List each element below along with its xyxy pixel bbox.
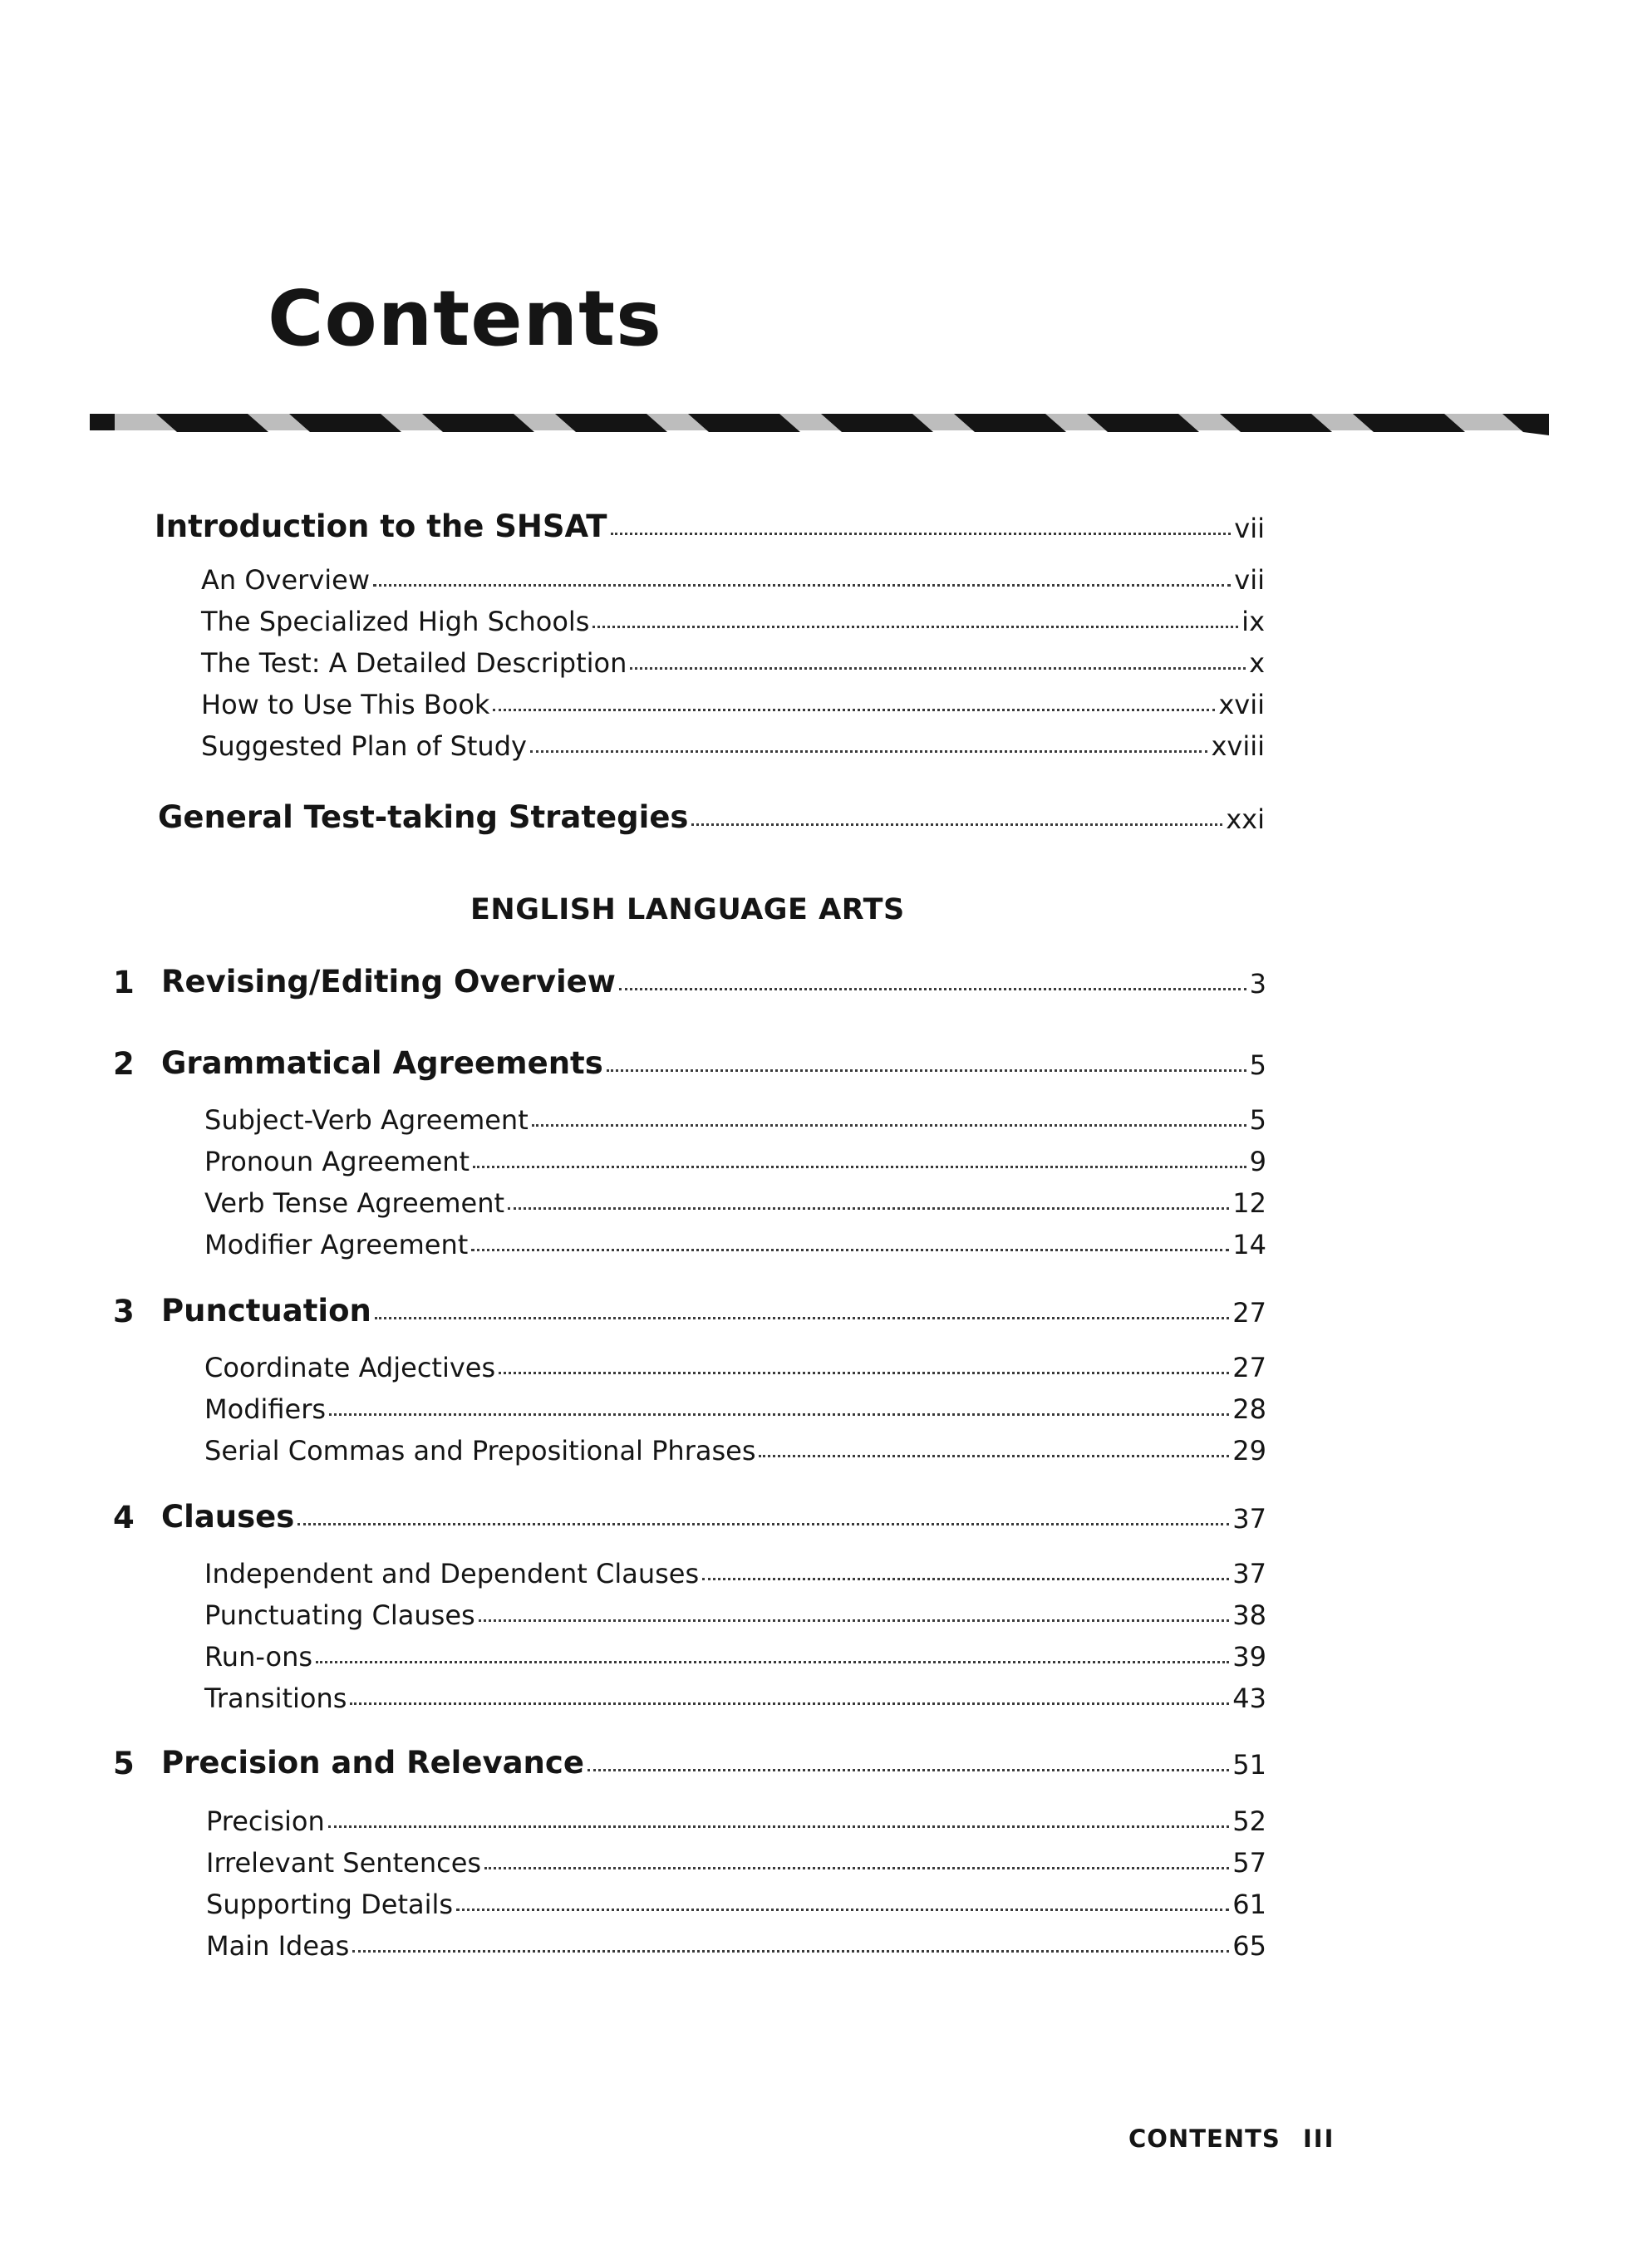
dot-leader (630, 667, 1246, 670)
toc-intro-item[interactable] (201, 681, 1265, 718)
toc-item[interactable] (204, 1344, 1266, 1381)
toc-item[interactable] (204, 1180, 1266, 1219)
toc-page: xxi (1226, 803, 1265, 835)
toc-page: xvii (1218, 689, 1265, 720)
dot-leader (373, 584, 1231, 587)
dot-leader (499, 1372, 1229, 1374)
toc-page: 29 (1232, 1435, 1266, 1466)
toc-chapter[interactable] (161, 960, 1266, 1000)
toc-page: 5 (1249, 1049, 1266, 1081)
toc-label: Clauses (161, 1499, 295, 1535)
toc-page: 51 (1232, 1749, 1266, 1781)
toc-label: Punctuation (161, 1293, 371, 1329)
toc-label: General Test-taking Strategies (158, 799, 689, 835)
toc-item[interactable] (204, 1675, 1266, 1712)
dot-leader (329, 1413, 1229, 1416)
chapter-number: 2 (113, 1046, 135, 1082)
toc-intro-main[interactable] (155, 505, 1265, 542)
toc-chapter[interactable] (161, 1042, 1266, 1081)
footer-page-number: III (1303, 2125, 1335, 2153)
toc-page: 9 (1249, 1146, 1266, 1177)
toc-page: 57 (1232, 1847, 1266, 1879)
toc-label: Verb Tense Agreement (204, 1187, 505, 1219)
toc-intro-item[interactable] (201, 640, 1265, 679)
toc-label: The Specialized High Schools (201, 606, 590, 637)
toc-label: Introduction to the SHSAT (155, 508, 607, 544)
toc-label: Punctuating Clauses (204, 1599, 475, 1631)
toc-item[interactable] (204, 1427, 1266, 1464)
toc-label: Suggested Plan of Study (201, 730, 527, 762)
toc-intro-item[interactable] (201, 598, 1265, 635)
dot-leader (484, 1867, 1229, 1869)
toc-label: Supporting Details (206, 1889, 454, 1920)
toc-item[interactable] (206, 1923, 1266, 1962)
toc-page: 38 (1232, 1599, 1266, 1631)
toc-page: 12 (1232, 1187, 1266, 1219)
toc-intro-item[interactable] (201, 723, 1265, 762)
dot-leader (352, 1950, 1229, 1953)
dot-leader (702, 1578, 1229, 1580)
toc-page: ix (1241, 606, 1265, 637)
toc-chapter[interactable] (161, 1290, 1266, 1329)
chapter-number: 4 (113, 1500, 135, 1535)
toc-label: Subject-Verb Agreement (204, 1104, 529, 1136)
toc-page: 43 (1232, 1683, 1266, 1714)
toc-label: Run-ons (204, 1641, 313, 1673)
toc-chapter[interactable] (161, 1742, 1266, 1781)
toc-label: Precision and Relevance (161, 1745, 584, 1781)
dot-leader (328, 1825, 1230, 1828)
toc-page: 3 (1249, 968, 1266, 1000)
toc-label: Independent and Dependent Clauses (204, 1558, 700, 1589)
toc-item[interactable] (204, 1592, 1266, 1629)
toc-label: Coordinate Adjectives (204, 1352, 496, 1383)
toc-label: Modifier Agreement (204, 1229, 469, 1260)
decorative-rule (90, 409, 1549, 437)
toc-label: Revising/Editing Overview (161, 964, 616, 1000)
chapter-number: 3 (113, 1294, 135, 1329)
toc-page: 14 (1232, 1229, 1266, 1260)
toc-item[interactable] (204, 1138, 1266, 1175)
dot-leader (375, 1317, 1229, 1319)
toc-page: vii (1234, 513, 1265, 544)
dot-leader (530, 750, 1208, 753)
dot-leader (759, 1455, 1229, 1457)
dot-leader (297, 1523, 1229, 1525)
toc-item[interactable] (206, 1798, 1266, 1835)
toc-item[interactable] (204, 1633, 1266, 1673)
toc-label: Modifiers (204, 1393, 327, 1425)
toc-page: vii (1234, 564, 1265, 596)
toc-label: Grammatical Agreements (161, 1045, 603, 1081)
toc-item[interactable] (206, 1881, 1266, 1918)
dot-leader (691, 823, 1222, 826)
toc-label: Transitions (204, 1683, 347, 1714)
dot-leader (350, 1702, 1229, 1705)
toc-label: How to Use This Book (201, 689, 490, 720)
chapter-number: 5 (113, 1746, 135, 1781)
dot-leader (493, 709, 1215, 711)
toc-page: xviii (1211, 730, 1265, 762)
dot-leader (316, 1661, 1229, 1663)
toc-label: Pronoun Agreement (204, 1146, 470, 1177)
dot-leader (611, 533, 1232, 535)
toc-item[interactable] (204, 1386, 1266, 1425)
toc-page: 61 (1232, 1889, 1266, 1920)
toc-page: 5 (1249, 1104, 1266, 1136)
toc-page: 27 (1232, 1352, 1266, 1383)
toc-page: 52 (1232, 1805, 1266, 1837)
toc-intro-item[interactable] (201, 557, 1265, 596)
dot-leader (456, 1909, 1229, 1911)
toc-page: 65 (1232, 1930, 1266, 1962)
toc-item[interactable] (204, 1550, 1266, 1587)
toc-page: 37 (1232, 1503, 1266, 1535)
toc-page: 39 (1232, 1641, 1266, 1673)
toc-page: 28 (1232, 1393, 1266, 1425)
chapter-number: 1 (113, 965, 135, 1000)
toc-label: Irrelevant Sentences (206, 1847, 482, 1879)
toc-label: The Test: A Detailed Description (201, 647, 627, 679)
toc-label: Serial Commas and Prepositional Phrases (204, 1435, 756, 1466)
dot-leader (479, 1619, 1230, 1622)
dot-leader (532, 1124, 1246, 1127)
dot-leader (508, 1207, 1229, 1210)
dot-leader (592, 626, 1238, 628)
dot-leader (619, 988, 1246, 990)
toc-page: 37 (1232, 1558, 1266, 1589)
toc-label: An Overview (201, 564, 370, 596)
dot-leader (607, 1069, 1246, 1072)
dot-leader (471, 1249, 1229, 1251)
toc-item[interactable] (204, 1221, 1266, 1258)
toc-label: Precision (206, 1805, 325, 1837)
toc-item[interactable] (206, 1840, 1266, 1879)
footer-label: CONTENTS (1128, 2125, 1281, 2153)
toc-page: x (1249, 647, 1265, 679)
dot-leader (588, 1769, 1229, 1771)
toc-chapter[interactable] (161, 1496, 1266, 1535)
toc-strategies[interactable] (158, 796, 1265, 833)
toc-page: 27 (1232, 1297, 1266, 1329)
toc-item[interactable] (204, 1097, 1266, 1136)
page-title: Contents (268, 274, 662, 363)
section-heading: ENGLISH LANGUAGE ARTS (470, 893, 905, 926)
dot-leader (473, 1166, 1246, 1168)
toc-label: Main Ideas (206, 1930, 350, 1962)
